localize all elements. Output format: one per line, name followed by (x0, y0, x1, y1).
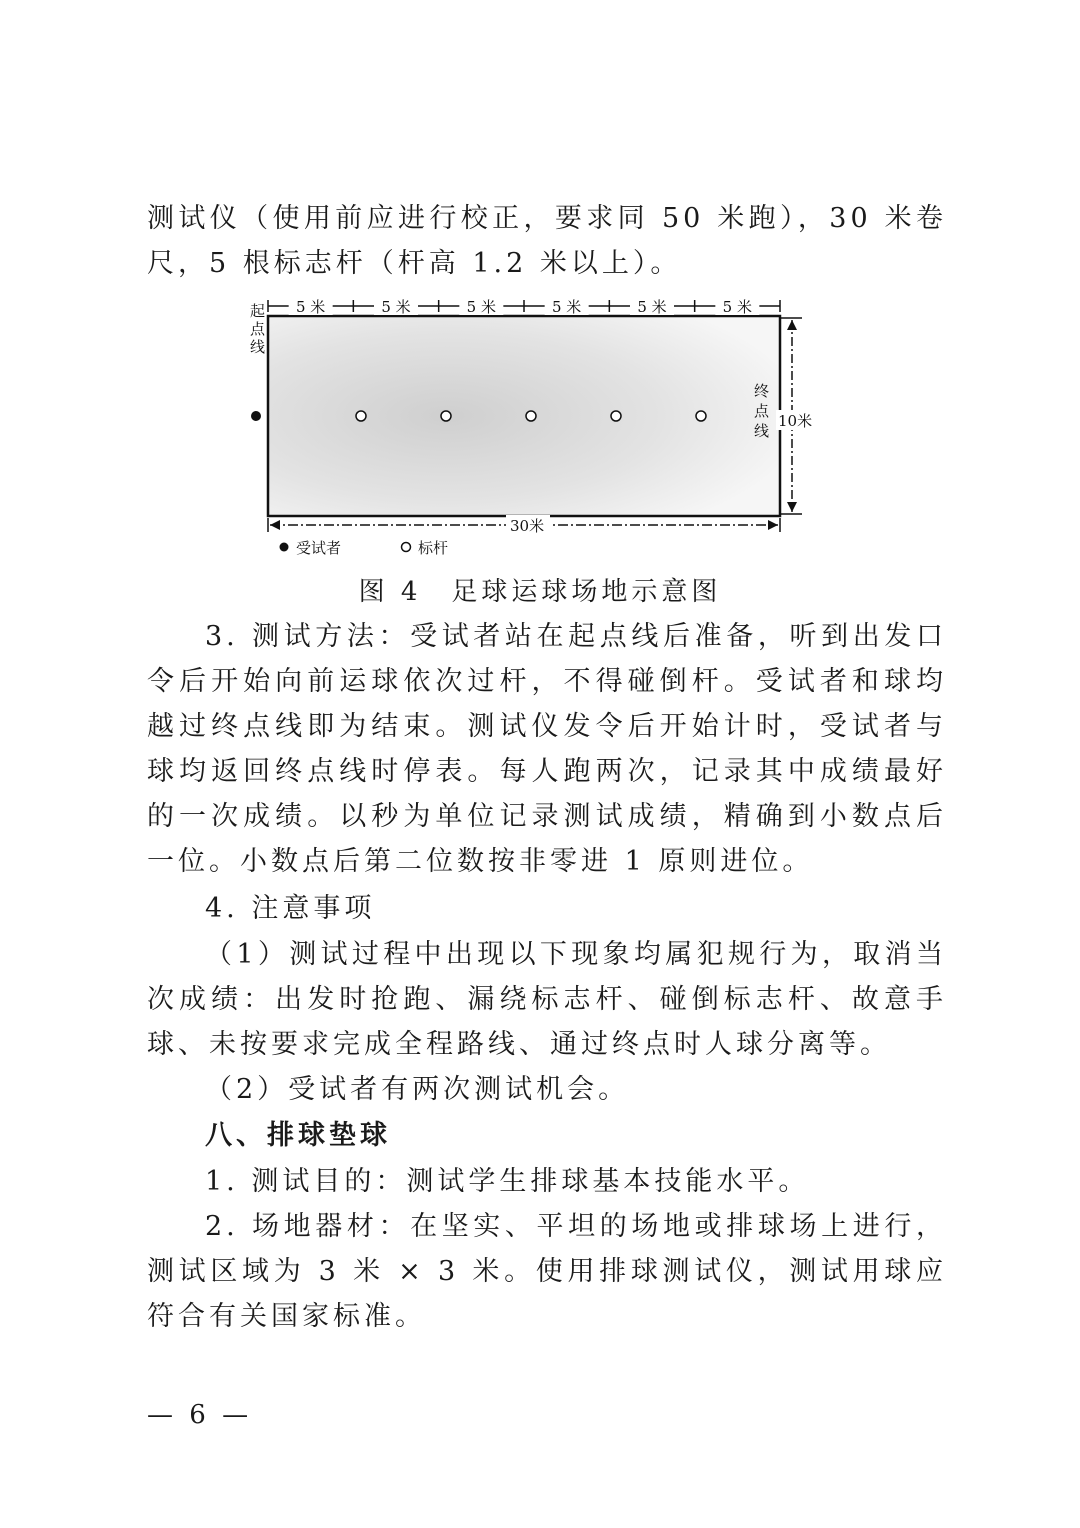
segment-label: 5 米 (381, 298, 411, 316)
finish-line-char-3: 线 (754, 422, 770, 440)
field-diagram-svg (240, 292, 820, 568)
pole-marker (611, 411, 621, 421)
field-diagram (240, 292, 820, 572)
segment-label: 5 米 (722, 298, 752, 316)
paragraph-equipment: 测试仪（使用前应进行校正，要求同 50 米跑），30 米卷尺，5 根标志杆（杆高 1.2 米以上）。 (147, 203, 947, 279)
width-label: 10米 (778, 412, 813, 430)
pole-marker (356, 411, 366, 421)
start-line-char-3: 线 (250, 338, 266, 356)
paragraph-note-1: （1）测试过程中出现以下现象均属犯规行为，取消当次成绩：出发时抢跑、漏绕标志杆、碰倒标志杆、故意手球、未按要求完成全程路线、通过终点时人球分离等。 (147, 939, 947, 1060)
paragraph-note-2: （2）受试者有两次测试机会。 (205, 1074, 630, 1105)
figure-caption: 图 4 足球运球场地示意图 (358, 577, 722, 607)
legend-pole-label: 标杆 (418, 539, 449, 557)
legend-player-icon (280, 543, 289, 552)
segment-label: 5 米 (296, 298, 326, 316)
segment-label: 5 米 (637, 298, 667, 316)
segment-label: 5 米 (552, 298, 582, 316)
legend-player-label: 受试者 (296, 539, 342, 557)
length-label: 30米 (510, 517, 545, 535)
finish-line-char-1: 终 (754, 382, 770, 400)
right-dim-arrow-up (787, 320, 797, 330)
segment-label: 5 米 (466, 298, 496, 316)
page-number: — 6 — (147, 1400, 253, 1430)
paragraph-test-method: 3. 测试方法：受试者站在起点线后准备，听到出发口令后开始向前运球依次过杆，不得碰倒杆。受试者和球均越过终点线即为结束。测试仪发令后开始计时，受试者与球均返回终点线时停表。每人跑两次，记录其中成绩最好的一次成绩。以秒为单位记录测试成绩，精确到小数点后一位。小数点后第二位数按非零进 1 原则进位。 (147, 621, 947, 877)
paragraph-notes-title: 4. 注意事项 (205, 893, 376, 924)
pole-marker (526, 411, 536, 421)
bottom-dim-arrow-right (768, 520, 778, 530)
right-dim-arrow-down (787, 502, 797, 512)
pole-marker (696, 411, 706, 421)
finish-line-char-2: 点 (754, 402, 770, 420)
start-line-char-1: 起 (250, 302, 266, 320)
player-marker (251, 411, 261, 421)
paragraph-venue: 2. 场地器材：在坚实、平坦的场地或排球场上进行，测试区域为 3 米 × 3 米。使用排球测试仪，测试用球应符合有关国家标准。 (147, 1211, 947, 1332)
bottom-dim-arrow-left (270, 520, 280, 530)
paragraph-purpose: 1. 测试目的：测试学生排球基本技能水平。 (205, 1166, 810, 1197)
start-line-char-2: 点 (250, 320, 266, 338)
pole-marker (441, 411, 451, 421)
legend-pole-icon (402, 543, 411, 552)
section-heading: 八、排球垫球 (205, 1120, 391, 1151)
